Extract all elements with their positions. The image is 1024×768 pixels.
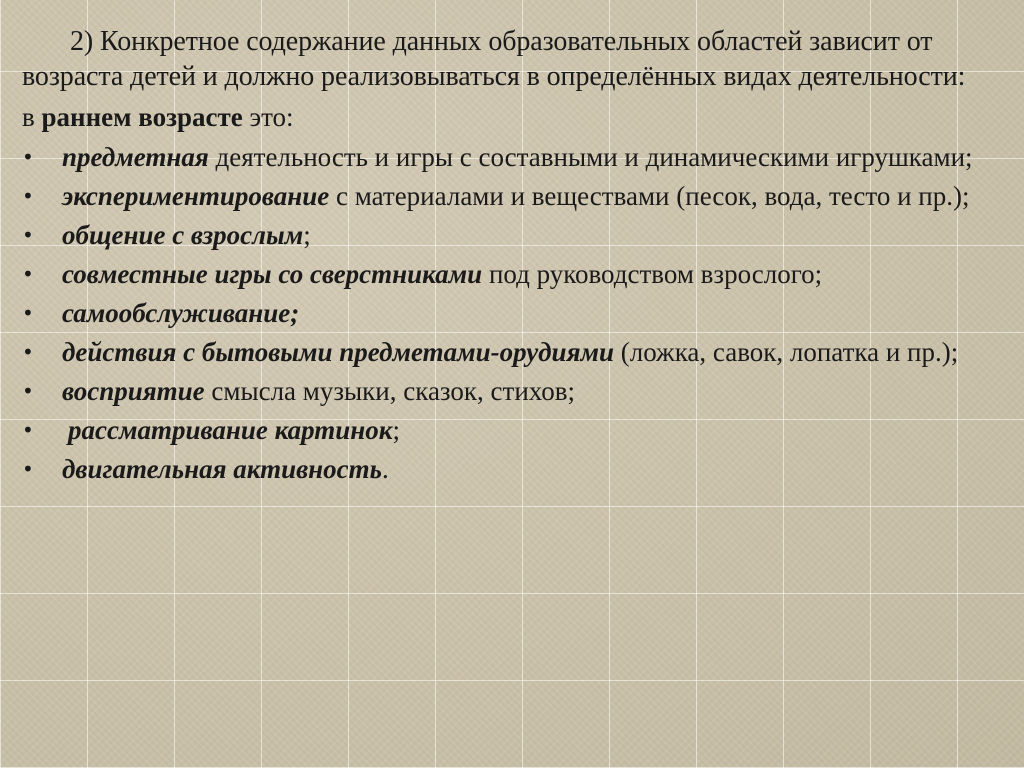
activity-term: общение с взрослым xyxy=(62,220,304,250)
list-item xyxy=(22,414,982,447)
intro-paragraph: 2) Конкретное содержание данных образовательных областей зависит от возраста детей и должно реализовываться в определённых видах деятельности: xyxy=(22,26,966,92)
activity-term: восприятие xyxy=(62,376,205,406)
list-item xyxy=(22,258,982,291)
list-item xyxy=(22,375,982,408)
activity-term: действия с бытовыми предметами-орудиями xyxy=(62,337,614,367)
bullet-icon: • xyxy=(22,223,34,247)
activity-description: деятельность и игры с составными и динамическими игрушками; xyxy=(208,142,973,172)
lead-bold-age: раннем возрасте xyxy=(41,102,243,132)
activity-description: с материалами и веществами (песок, вода, тесто и пр.); xyxy=(329,181,970,211)
list-item xyxy=(22,297,982,330)
activity-list xyxy=(22,141,982,486)
bullet-icon: • xyxy=(22,418,34,442)
bullet-icon: • xyxy=(22,379,34,403)
activity-description: ; xyxy=(392,415,400,445)
bullet-icon: • xyxy=(22,340,34,364)
activity-term: совместные игры со сверстниками xyxy=(62,259,483,289)
list-item xyxy=(22,180,982,213)
bullet-icon: • xyxy=(22,301,34,325)
activity-description: (ложка, савок, лопатка и пр.); xyxy=(614,337,959,367)
activity-term: рассматривание картинок xyxy=(68,415,393,445)
age-lead-line xyxy=(22,100,982,135)
bullet-icon: • xyxy=(22,457,34,481)
activity-description: ; xyxy=(303,220,311,250)
lead-prefix: в xyxy=(22,102,42,132)
list-item xyxy=(22,219,982,252)
activity-term: самообслуживание; xyxy=(62,298,300,328)
activity-description: . xyxy=(381,454,389,484)
activity-term: предметная xyxy=(62,142,209,172)
bullet-icon: • xyxy=(22,184,34,208)
activity-term: двигательная активность xyxy=(62,454,382,484)
activity-description: под руководством взрослого; xyxy=(482,259,823,289)
activity-description: смысла музыки, сказок, стихов; xyxy=(204,376,576,406)
activity-term: экспериментирование xyxy=(62,181,330,211)
list-item xyxy=(22,141,982,174)
bullet-icon: • xyxy=(22,262,34,286)
lead-suffix: это: xyxy=(242,102,294,132)
list-item xyxy=(22,336,982,369)
list-item xyxy=(22,453,982,486)
slide-content xyxy=(22,24,982,486)
bullet-icon: • xyxy=(22,145,34,169)
